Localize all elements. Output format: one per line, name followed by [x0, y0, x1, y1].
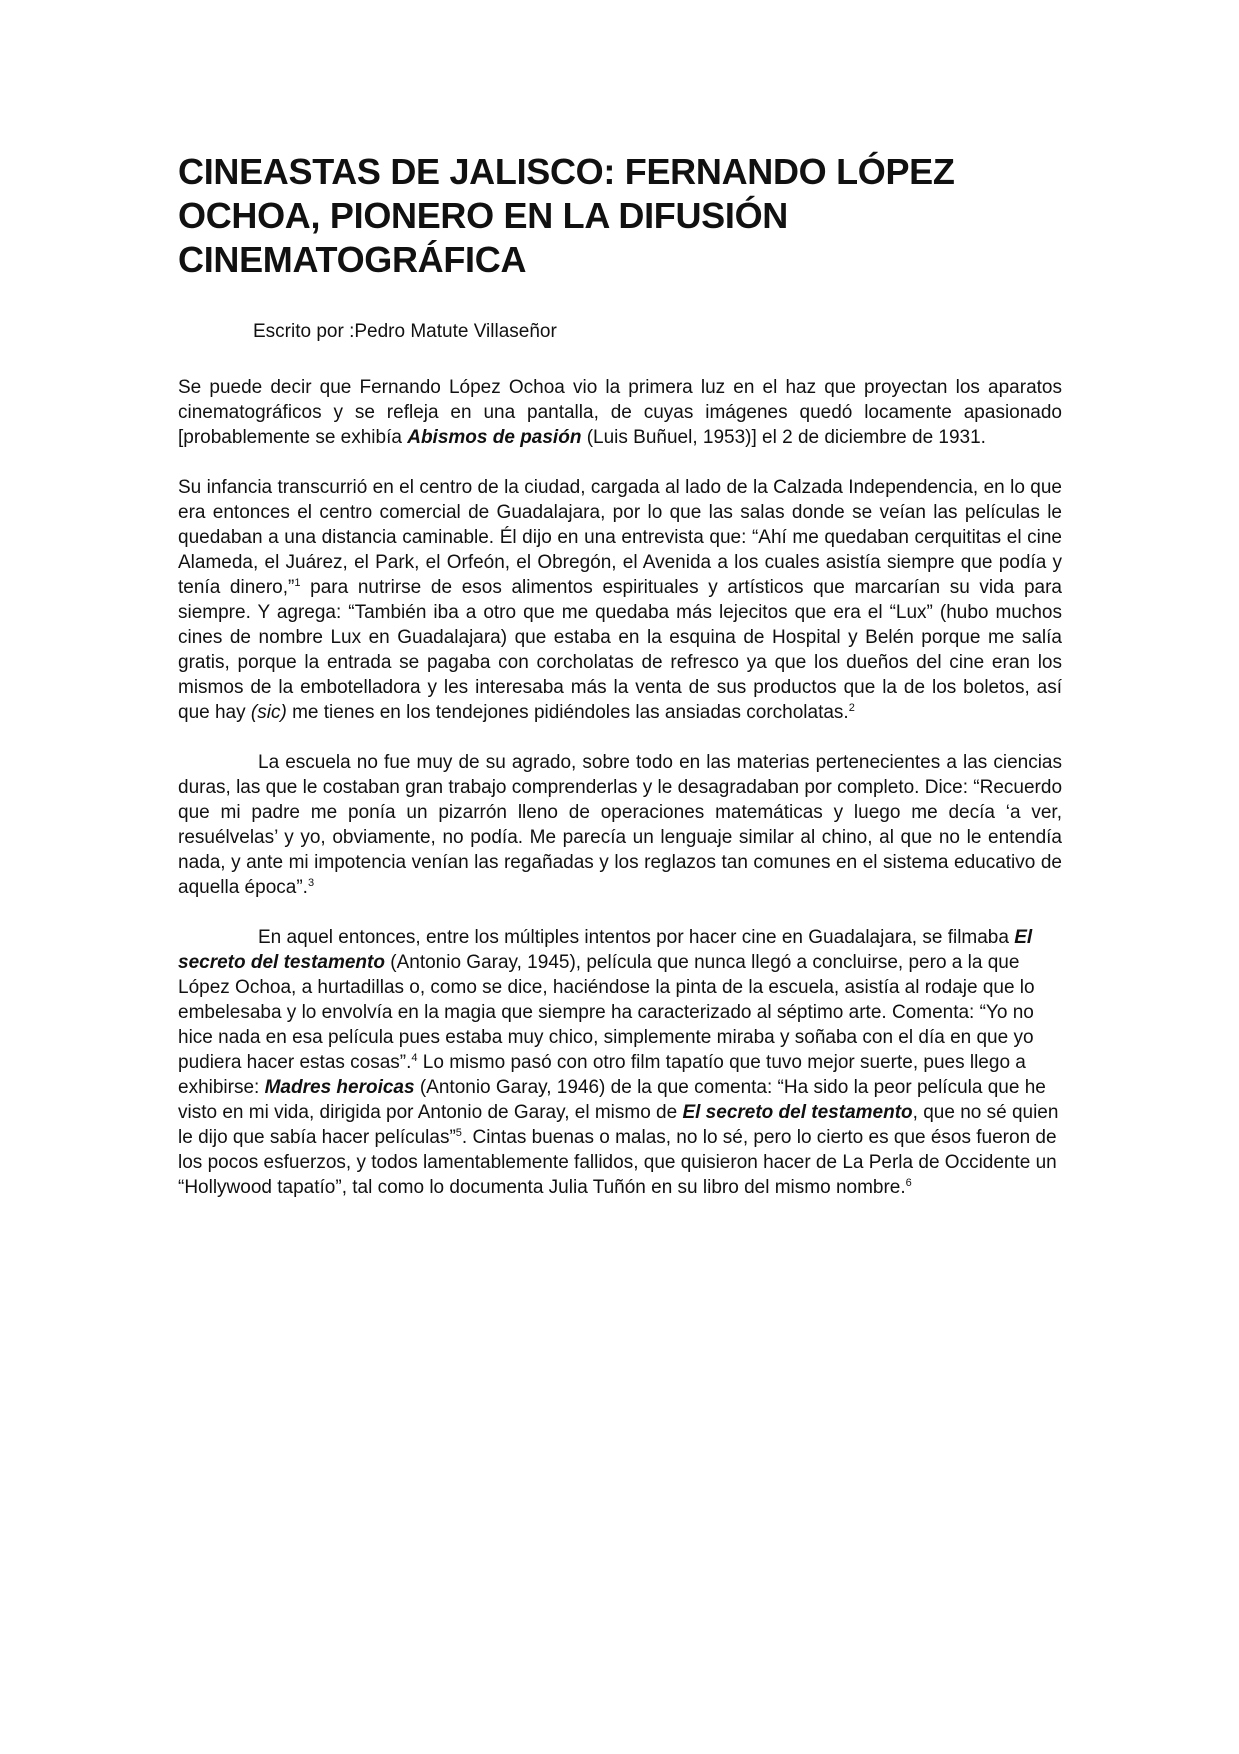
paragraph-4	[178, 925, 1062, 1200]
footnote-ref-2[interactable]: 2	[848, 702, 855, 714]
paragraph-4-text-5: , que no sé quien le dijo que sabía hacer películas”	[178, 1102, 1059, 1148]
footnote-ref-6[interactable]: 6	[905, 1177, 912, 1189]
paragraph-1-text-2: (Luis Buñuel, 1953)] el 2 de diciembre de 1931.	[581, 427, 986, 448]
film-title-secreto-1: El secreto del testamento	[178, 927, 1033, 973]
document-title: CINEASTAS DE JALISCO: FERNANDO LÓPEZ OCHOA, PIONERO EN LA DIFUSIÓN CINEMATOGRÁFICA	[178, 151, 955, 280]
film-title-abismos: Abismos de pasión	[407, 427, 582, 448]
author-line: Escrito por :Pedro Matute Villaseñor	[253, 321, 557, 342]
paragraph-4-text-3: Lo mismo pasó con otro film tapatío que tuvo mejor suerte, pues llego a exhibirse:	[178, 1052, 1026, 1098]
film-title-madres-heroicas: Madres heroicas	[264, 1077, 415, 1098]
paragraph-3-text-1: La escuela no fue muy de su agrado, sobre todo en las materias pertenecientes a las ciencias duras, las que le costaban gran trabajo comprenderlas y le desagradaban por completo. Dice: “Recuerdo que mi padre me ponía un pizarrón lleno de operaciones matemáticas y luego me decía ‘a ver, resuélvelas’ y yo, obviamente, no podía. Me parecía un lenguaje similar al chino, al que no le entendía nada, y ante mi impotencia venían las regañadas y los reglazos tan comunes en el sistema educativo de aquella época”.	[178, 752, 1063, 898]
paragraph-1	[178, 375, 1062, 450]
footnote-ref-1[interactable]: 1	[294, 577, 301, 589]
paragraph-2-text-2: para nutrirse de esos alimentos espirituales y artísticos que marcarían su vida para siempre. Y agrega: “También iba a otro que me quedaba más lejecitos que era el “Lux” (hubo muchos cines de nombre Lux en Guadalajara) que estaba en la esquina de Hospital y Belén porque me salía gratis, porque la entrada se pagaba con corcholatas de refresco ya que los dueños del cine eran los mismos de la embotelladora y les interesaba más la venta de sus productos que la de los boletos, así que hay	[178, 577, 1062, 723]
paragraph-2-text-1: Su infancia transcurrió en el centro de la ciudad, cargada al lado de la Calzada Independencia, en lo que era entonces el centro comercial de Guadalajara, por lo que las salas donde se veían las películas le quedaban a una distancia caminable. Él dijo en una entrevista que: “Ahí me quedaban cerquititas el cine Alameda, el Juárez, el Park, el Orfeón, el Obregón, el Avenida a los cuales asistía siempre que podía y tenía dinero,”	[178, 477, 1062, 598]
film-title-secreto-2: El secreto del testamento	[682, 1102, 913, 1123]
paragraph-4-text-4: (Antonio Garay, 1946) de la que comenta: “Ha sido la peor película que he visto en mi vida, dirigida por Antonio de Garay, el mismo de	[178, 1077, 1046, 1123]
paragraph-4-text-6: . Cintas buenas o malas, no lo sé, pero lo cierto es que ésos fueron de los pocos esfuerzos, y todos lamentablemente fallidos, que quisieron hacer de La Perla de Occidente un “Hollywood tapatío”, tal como lo documenta Julia Tuñón en su libro del mismo nombre.	[178, 1127, 1057, 1198]
sic-note: (sic)	[250, 702, 287, 723]
footnote-ref-5[interactable]: 5	[455, 1127, 462, 1139]
paragraph-4-text-1: En aquel entonces, entre los múltiples intentos por hacer cine en Guadalajara, se filmaba	[258, 927, 1015, 948]
footnote-ref-3[interactable]: 3	[307, 877, 315, 889]
paragraph-3	[178, 750, 1062, 900]
paragraph-1-text-1: Se puede decir que Fernando López Ochoa vio la primera luz en el haz que proyectan los aparatos cinematográficos y se refleja en una pantalla, de cuyas imágenes quedó locamente apasionado [probablemente se exhibía	[178, 377, 1062, 448]
paragraph-4-text-2: (Antonio Garay, 1945), película que nunca llegó a concluirse, pero a la que López Ochoa, a hurtadillas o, como se dice, haciéndose la pinta de la escuela, asistía al rodaje que lo embelesaba y lo envolvía en la magia que siempre ha caracterizado al séptimo arte. Comenta: “Yo no hice nada en esa película pues estaba muy chico, simplemente miraba y soñaba con el día en que yo pudiera hacer estas cosas”.	[178, 952, 1035, 1073]
document-page	[178, 150, 1062, 1225]
paragraph-2	[178, 475, 1062, 725]
paragraph-2-text-3: me tienes en los tendejones pidiéndoles las ansiadas corcholatas.	[286, 702, 849, 723]
footnote-ref-4[interactable]: 4	[411, 1052, 418, 1064]
